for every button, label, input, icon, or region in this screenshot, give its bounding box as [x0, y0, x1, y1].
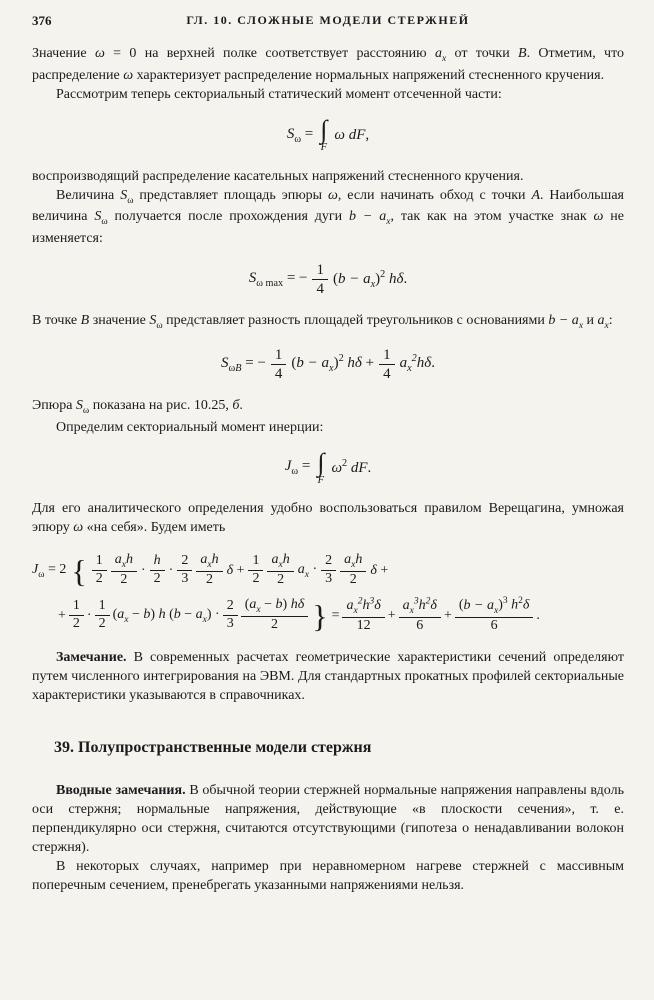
fraction-numerator: 1 — [271, 346, 287, 365]
fraction-numerator: 1 — [69, 598, 84, 616]
open-brace: { — [71, 552, 87, 589]
formula-s-omega-b — [32, 346, 624, 383]
fraction-denominator: 3 — [181, 571, 189, 587]
math-token: $a_x$ · — [297, 561, 318, 580]
fraction-numerator: $a_x^2h^3\delta$ — [342, 596, 384, 618]
math-token: δ + — [226, 563, 245, 579]
fraction-numerator: 2 — [223, 598, 238, 616]
formula-line-2 — [32, 596, 624, 635]
math-token: . — [536, 608, 540, 624]
fraction-denominator: 2 — [277, 572, 285, 588]
fraction — [150, 553, 165, 588]
fraction-denominator: 3 — [226, 616, 234, 632]
fraction-denominator: 6 — [416, 618, 424, 634]
math-token: + — [58, 608, 66, 624]
page-header — [32, 12, 624, 28]
fraction-denominator: 2 — [153, 571, 161, 587]
math-token: = — [331, 608, 340, 624]
paragraph-remark: Замечание. В современных расчетах геометрические характеристики сечений определяют путем численного интегрирования на ЭВМ. Для стандартных прокатных профилей секториальные характеристики указываются в справочниках. — [32, 649, 624, 703]
fraction — [379, 346, 395, 383]
fraction-denominator: 2 — [270, 617, 278, 633]
math-token: + — [387, 608, 396, 624]
math-token: $S_{\omega B}$ = − — [221, 354, 266, 374]
fraction-denominator: 3 — [325, 571, 333, 587]
paragraph-vereshchagin-rule: Для его аналитического определения удобно воспользоваться правилом Верещагина, умножая эпюру ω «на себя». Будем иметь — [32, 501, 624, 536]
running-head: ГЛ. 10. СЛОЖНЫЕ МОДЕЛИ СТЕРЖНЕЙ — [186, 13, 470, 27]
paragraph-shear-stress: воспроизводящий распределение касательных напряжений стесненного кручения. — [32, 168, 524, 184]
fraction-numerator: $(a_x - b)$ hδ — [241, 597, 309, 617]
fraction-numerator: $a_xh$ — [196, 552, 222, 572]
math-token: $a_x^2h\delta$. — [399, 353, 435, 375]
formula-s-omega-max — [32, 261, 624, 298]
paragraph-nonuniform-heating: В некоторых случаях, например при неравномерном нагреве стержней с массивным поперечным сечением, пренебрегать указанными напряжениями нельзя. — [32, 858, 624, 893]
fraction — [241, 597, 309, 634]
fraction — [312, 261, 328, 298]
fraction-denominator: 6 — [490, 618, 498, 634]
integral — [317, 447, 325, 487]
math-token: $(a_x - b)$ h $(b - a_x)$ · — [112, 606, 220, 625]
paragraph-epure-reference: Эпюра $S_\omega$ показана на рис. 10.25, б. — [32, 397, 243, 416]
fraction-denominator: 2 — [72, 616, 80, 632]
fraction — [342, 596, 384, 635]
formula-sectorial-inertia-moment — [32, 447, 624, 487]
fraction — [321, 553, 336, 588]
integral-limit: F — [320, 142, 328, 154]
fraction-denominator: 2 — [205, 572, 213, 588]
fraction — [196, 552, 222, 589]
integral-limit: F — [317, 474, 325, 486]
close-brace: } — [312, 597, 328, 634]
fraction — [69, 598, 84, 633]
fraction-numerator: 1 — [312, 261, 328, 280]
fraction-numerator: 2 — [321, 553, 336, 571]
fraction — [267, 552, 293, 589]
fraction-numerator: $a_xh$ — [111, 552, 137, 572]
page-number: 376 — [32, 13, 52, 28]
math-token: $J_\omega = 2$ — [32, 561, 67, 580]
fraction-denominator: 2 — [349, 572, 357, 588]
math-token: $S_{\omega max}$ = − — [248, 270, 308, 290]
formula-line-1 — [32, 552, 624, 589]
fraction-numerator: $a_x^3h^2\delta$ — [399, 596, 441, 618]
fraction-numerator: 1 — [248, 553, 263, 571]
math-token: + — [443, 608, 452, 624]
multiplication-dot: · — [140, 563, 146, 579]
paragraph-s-omega-area: Величина $S_\omega$ представляет площадь эпюры ω, если начинать обход с точки A. Наибольшая величина $S_\omega$ получается после прохождения дуги $b - a_x$, так как на этом участке знак ω не изменяется: — [32, 187, 624, 247]
fraction-denominator: 4 — [383, 365, 391, 382]
math-token: ω dF, — [334, 127, 370, 144]
integral-icon: ∫ — [320, 115, 328, 145]
fraction-denominator: 4 — [274, 365, 283, 382]
fraction-denominator: 2 — [252, 571, 260, 587]
integral — [320, 117, 327, 154]
math-token: $J_\omega$ = — [284, 458, 311, 478]
paragraph-sectorial-moment-intro: Рассмотрим теперь секториальный статический момент отсеченной части: — [56, 87, 502, 103]
fraction — [223, 598, 238, 633]
fraction-denominator: 2 — [98, 616, 106, 632]
fraction-denominator: 4 — [316, 281, 324, 298]
section-heading: 39. Полупространственные модели стержня — [54, 738, 372, 756]
paragraph-inertia-intro: Определим секториальный момент инерции: — [56, 419, 324, 435]
integral-icon: ∫ — [317, 447, 325, 477]
math-token: $(b - a_x)^2$ hδ. — [332, 268, 408, 290]
fraction — [455, 596, 534, 635]
fraction-numerator: 1 — [92, 553, 107, 571]
fraction — [111, 552, 137, 589]
fraction-numerator: h — [150, 553, 165, 571]
fraction-denominator: 12 — [356, 618, 371, 634]
fraction-numerator: $a_xh$ — [267, 552, 293, 572]
fraction-numerator: 2 — [177, 553, 192, 571]
fraction — [177, 553, 192, 588]
fraction — [92, 553, 107, 588]
fraction — [248, 553, 263, 588]
formula-j-omega-expanded — [32, 552, 624, 635]
fraction-numerator: $(b - a_x)^3$ $h^2\delta$ — [455, 596, 534, 618]
math-token: $\omega^2$ dF. — [331, 458, 372, 477]
paragraph-omega-value: Значение ω = 0 на верхней полке соответствует расстоянию $a_x$ от точки B. Отметим, что распределение ω характеризует распределение нормальных напряжений стесненного кручения. — [32, 46, 624, 84]
formula-sectorial-static-moment — [32, 117, 624, 154]
multiplication-dot: · — [168, 563, 174, 579]
fraction-numerator: 1 — [95, 598, 110, 616]
fraction — [399, 596, 441, 635]
fraction-numerator: $a_xh$ — [340, 552, 366, 572]
fraction-denominator: 2 — [95, 571, 103, 587]
paragraph-point-b: В точке B значение $S_\omega$ представляет разность площадей треугольников с основаниями $b - a_x$ и $a_x$: — [32, 313, 613, 331]
fraction-numerator: 1 — [379, 346, 395, 365]
fraction-denominator: 2 — [120, 572, 128, 588]
math-token: $(b - a_x)^2$ hδ + — [291, 353, 375, 375]
math-token: δ + — [370, 563, 389, 579]
math-token: $S_\omega$ = — [286, 125, 314, 145]
multiplication-dot: · — [86, 608, 92, 624]
fraction — [95, 598, 110, 633]
fraction — [271, 346, 287, 383]
fraction — [340, 552, 366, 589]
paragraph-introductory-remarks: Вводные замечания. В обычной теории стержней нормальные напряжения направлены вдоль оси стержня; нормальные напряжения, действующие «в плоскости сечения», т. е. перпендикулярно оси стержня, считаются отсутствующими (гипотеза о ненадавливании волокон стержня). — [32, 782, 624, 855]
